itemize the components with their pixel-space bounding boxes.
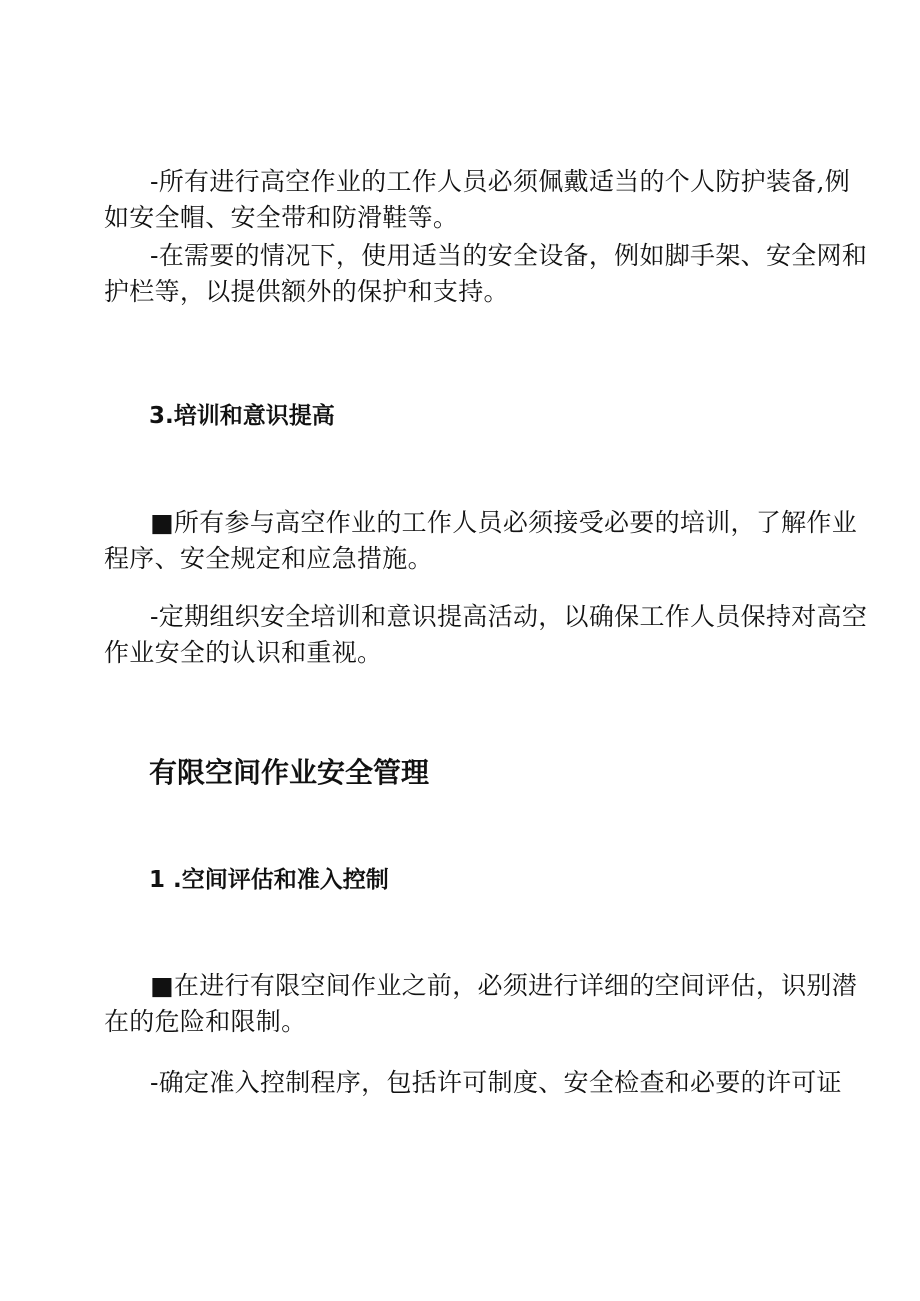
paragraph-training-required [104, 505, 858, 577]
paragraph-line: -定期组织安全培训和意识提高活动，以确保工作人员保持对高空 [150, 602, 868, 631]
paragraph-ppe [104, 164, 851, 236]
paragraph-line: 如安全帽、安全带和防滑鞋等。 [104, 203, 459, 232]
paragraph-line: 护栏等，以提供额外的保护和支持。 [104, 277, 509, 306]
paragraph-line: 作业安全的认识和重视。 [104, 638, 383, 667]
paragraph-line: -在需要的情况下，使用适当的安全设备，例如脚手架、安全网和 [150, 241, 868, 270]
paragraph-access-control [104, 1065, 842, 1101]
paragraph-space-assessment [104, 968, 858, 1040]
paragraph-safety-equipment [104, 238, 868, 310]
paragraph-line: 在的危险和限制。 [104, 1007, 307, 1036]
paragraph-line: -确定准入控制程序，包括许可制度、安全检查和必要的许可证 [150, 1068, 842, 1097]
paragraph-regular-training [104, 599, 868, 671]
section-heading-training: 3.培训和意识提高 [149, 403, 335, 429]
paragraph-line: ■所有参与高空作业的工作人员必须接受必要的培训，了解作业 [150, 508, 858, 537]
paragraph-line: ■在进行有限空间作业之前，必须进行详细的空间评估，识别潜 [150, 971, 858, 1000]
paragraph-line: 程序、安全规定和应急措施。 [104, 544, 433, 573]
paragraph-line: -所有进行高空作业的工作人员必须佩戴适当的个人防护装备,例 [150, 167, 851, 196]
chapter-heading-confined-space: 有限空间作业安全管理 [149, 756, 430, 789]
section-heading-assessment: 1 .空间评估和准入控制 [149, 867, 389, 893]
